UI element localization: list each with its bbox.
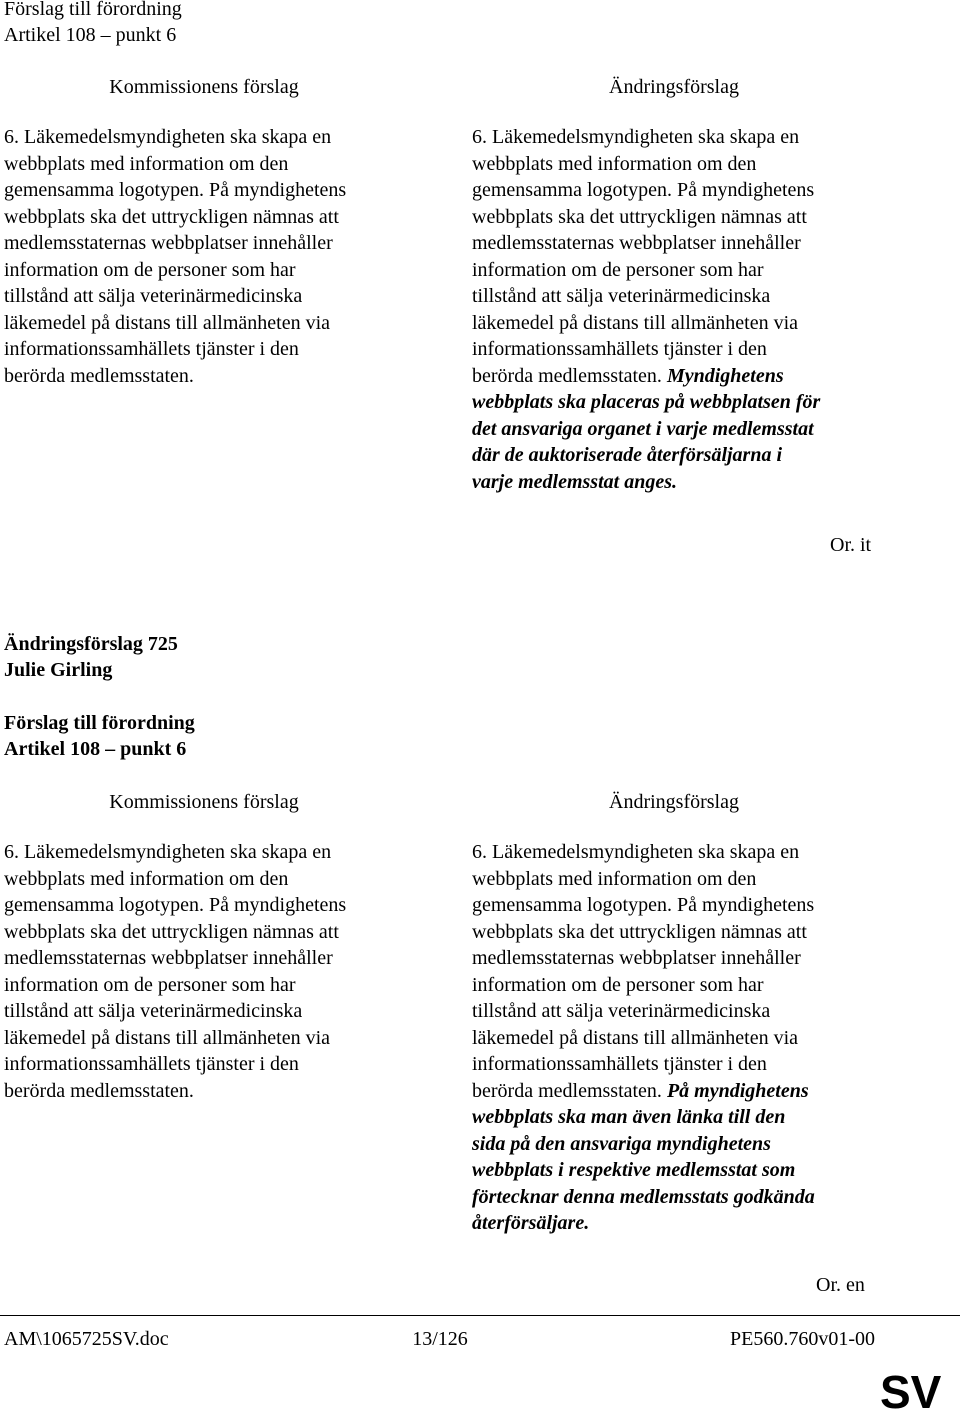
- article-reference: Artikel 108 – punkt 6: [4, 738, 187, 760]
- text-line: 6. Läkemedelsmyndigheten ska skapa en: [472, 841, 800, 863]
- original-language: Or. it: [830, 534, 872, 556]
- text-line: information om de personer som har: [472, 973, 764, 996]
- added-text-line: webbplats i respektive medlemsstat som: [472, 1159, 796, 1181]
- text-line: tillstånd att sälja veterinärmedicinska: [472, 285, 771, 307]
- text-line: webbplats med information om den: [472, 152, 757, 175]
- amendment-author: Julie Girling: [4, 659, 113, 681]
- text-line: [472, 1078, 815, 1105]
- text-line: gemensamma logotypen. På myndighetens: [472, 179, 815, 201]
- text-line: tillstånd att sälja veterinärmedicinska: [4, 1000, 303, 1022]
- amendment-title: [4, 631, 178, 657]
- text-line: 6. Läkemedelsmyndigheten ska skapa en: [4, 841, 332, 863]
- text-line: information om de personer som har: [4, 258, 296, 281]
- document-reference: AM\1065725SV.doc: [4, 1328, 169, 1350]
- text-line: berörda medlemsstaten.: [4, 364, 194, 387]
- text-line: tillstånd att sälja veterinärmedicinska: [4, 285, 303, 307]
- text-line: webbplats med information om den: [4, 867, 289, 890]
- amendment-number: 725: [147, 633, 178, 655]
- text-line: information om de personer som har: [4, 973, 296, 996]
- text-line: informationssamhällets tjänster i den: [4, 1053, 299, 1075]
- text-line: gemensamma logotypen. På myndighetens: [4, 179, 347, 201]
- footer-divider: [0, 1315, 960, 1316]
- section2-heading: [4, 710, 195, 762]
- text-line: webbplats ska det uttryckligen nämnas att: [4, 205, 339, 228]
- amendment-text: [472, 839, 815, 1237]
- text-line: informationssamhällets tjänster i den: [472, 338, 767, 360]
- text-line: webbplats ska det uttryckligen nämnas att: [472, 205, 807, 228]
- text-line: [472, 363, 820, 390]
- text-plain: berörda medlemsstaten.: [472, 1079, 667, 1102]
- text-line: information om de personer som har: [472, 258, 764, 281]
- text-line: medlemsstaternas webbplatser innehåller: [4, 947, 333, 969]
- amendment-text: [472, 124, 820, 495]
- text-plain: berörda medlemsstaten.: [472, 364, 667, 387]
- text-line: gemensamma logotypen. På myndighetens: [472, 894, 815, 916]
- amendment-header: Ändringsförslag: [609, 791, 739, 813]
- text-line: webbplats ska det uttryckligen nämnas att: [472, 920, 807, 943]
- text-line: tillstånd att sälja veterinärmedicinska: [472, 1000, 771, 1022]
- amendment-header: Ändringsförslag: [609, 76, 739, 98]
- commission-text: [4, 839, 346, 1104]
- added-text-line: där de auktoriserade återförsäljarna i: [472, 444, 783, 466]
- article-reference: Artikel 108 – punkt 6: [4, 24, 177, 46]
- text-line: medlemsstaternas webbplatser innehåller: [472, 947, 801, 969]
- text-line: informationssamhällets tjänster i den: [4, 338, 299, 360]
- text-line: läkemedel på distans till allmänheten via: [4, 311, 331, 334]
- regulation-proposal-title: Förslag till förordning: [4, 0, 182, 20]
- text-line: läkemedel på distans till allmänheten via: [472, 311, 799, 334]
- text-line: 6. Läkemedelsmyndigheten ska skapa en: [4, 126, 332, 148]
- commission-proposal-header: Kommissionens förslag: [109, 76, 299, 98]
- original-language: Or. en: [816, 1274, 865, 1296]
- text-line: läkemedel på distans till allmänheten via: [4, 1026, 331, 1049]
- text-line: medlemsstaternas webbplatser innehåller: [472, 232, 801, 254]
- added-text-line: förtecknar denna medlemsstats godkända: [472, 1185, 815, 1208]
- text-line: informationssamhällets tjänster i den: [472, 1053, 767, 1075]
- added-text-line: varje medlemsstat anges.: [472, 470, 677, 493]
- added-text-line: webbplats ska man även länka till den: [472, 1106, 786, 1128]
- commission-proposal-header: Kommissionens förslag: [109, 791, 299, 813]
- added-text-line: det ansvariga organet i varje medlemsstat: [472, 417, 814, 440]
- text-line: berörda medlemsstaten.: [4, 1079, 194, 1102]
- added-text-line: sida på den ansvariga myndighetens: [472, 1132, 771, 1155]
- language-code: SV: [880, 1366, 942, 1418]
- text-line: läkemedel på distans till allmänheten via: [472, 1026, 799, 1049]
- text-line: medlemsstaternas webbplatser innehåller: [4, 232, 333, 254]
- pe-reference: PE560.760v01-00: [730, 1328, 875, 1350]
- text-line: webbplats ska det uttryckligen nämnas att: [4, 920, 339, 943]
- page-number: 13/126: [412, 1328, 468, 1350]
- amendment-label: Ändringsförslag: [4, 633, 143, 655]
- section1-heading: [4, 0, 182, 48]
- added-text: Myndighetens: [666, 364, 784, 387]
- text-line: gemensamma logotypen. På myndighetens: [4, 894, 347, 916]
- regulation-proposal-title: Förslag till förordning: [4, 712, 195, 734]
- added-text-line: återförsäljare.: [472, 1212, 590, 1234]
- text-line: 6. Läkemedelsmyndigheten ska skapa en: [472, 126, 800, 148]
- text-line: webbplats med information om den: [4, 152, 289, 175]
- added-text-line: webbplats ska placeras på webbplatsen för: [472, 391, 821, 413]
- commission-text: [4, 124, 346, 389]
- text-line: webbplats med information om den: [472, 867, 757, 890]
- added-text: På myndighetens: [666, 1079, 809, 1102]
